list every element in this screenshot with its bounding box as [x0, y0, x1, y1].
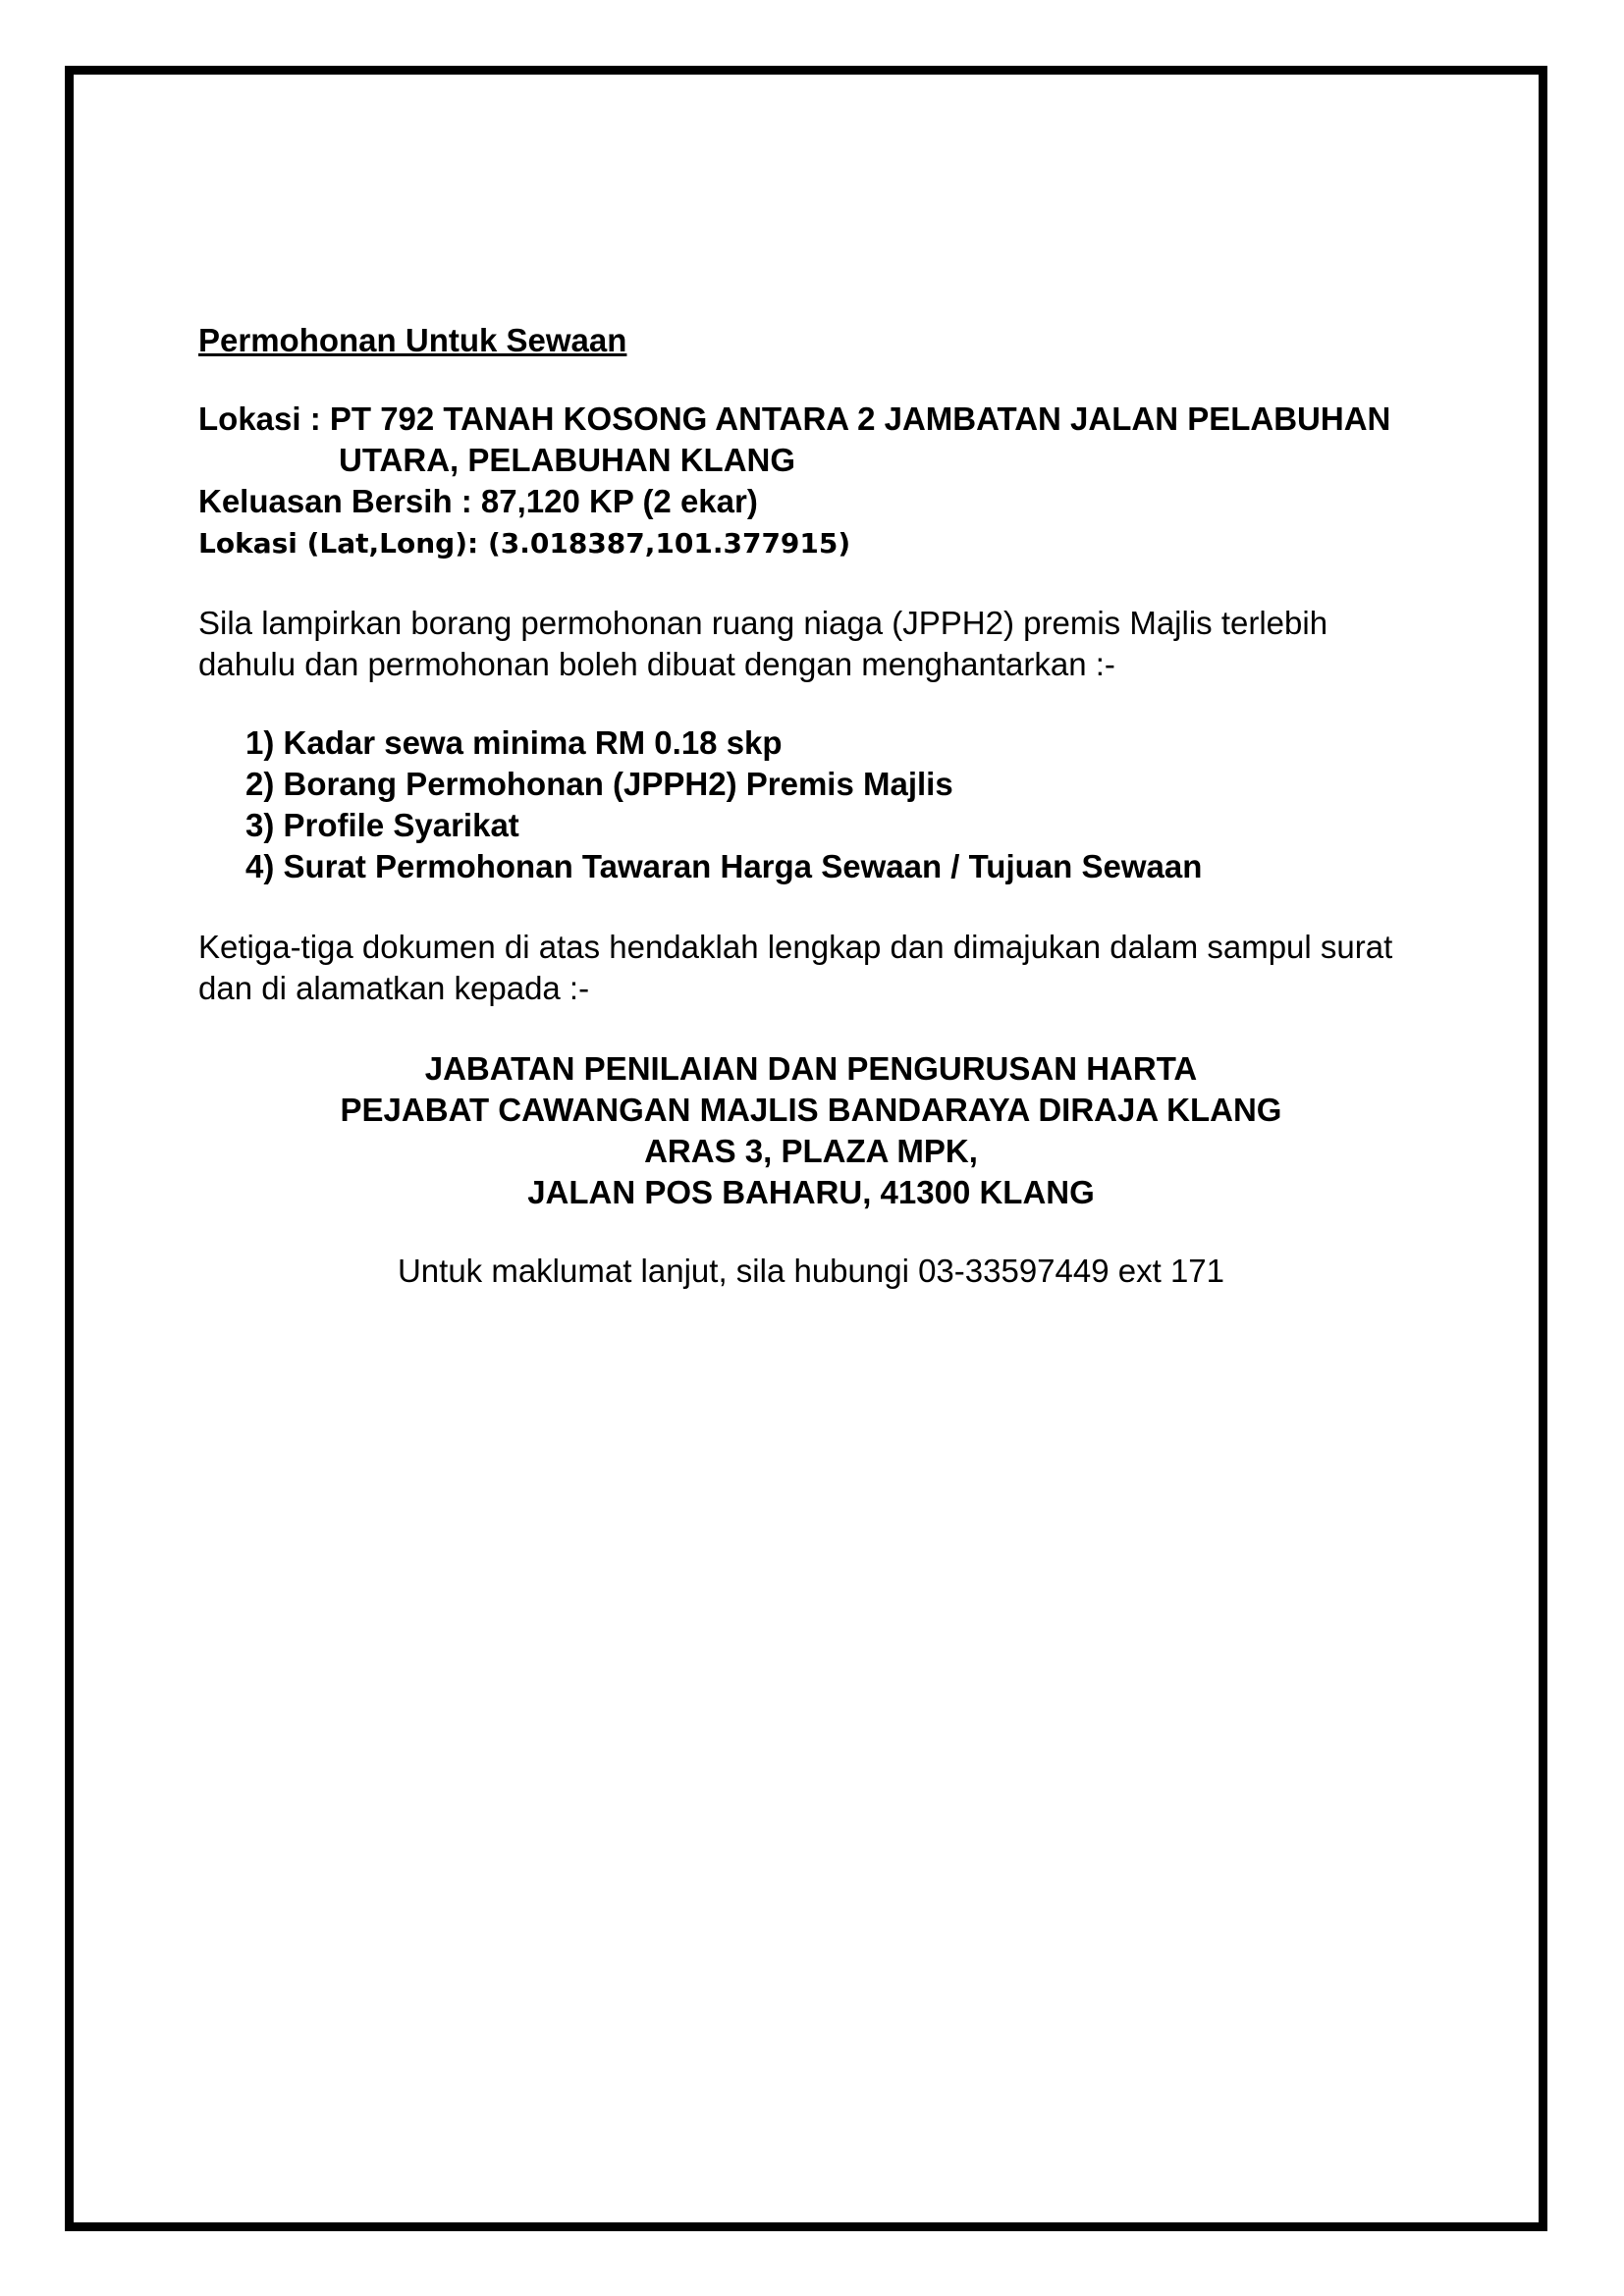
requirements-list	[198, 722, 1435, 887]
submission-paragraph-line-1: Ketiga-tiga dokumen di atas hendaklah lengkap dan dimajukan dalam sampul surat	[198, 929, 1393, 965]
address-line: PEJABAT CAWANGAN MAJLIS BANDARAYA DIRAJA KLANG	[340, 1092, 1282, 1128]
location-line-2: UTARA, PELABUHAN KLANG	[339, 442, 796, 478]
intro-paragraph	[198, 603, 1435, 685]
coordinates: Lokasi (Lat,Long): (3.018387,101.377915)	[198, 527, 851, 560]
list-item: 4) Surat Permohonan Tawaran Harga Sewaan / Tujuan Sewaan	[245, 848, 1203, 884]
location-block	[198, 399, 1435, 565]
intro-paragraph-line-1: Sila lampirkan borang permohonan ruang niaga (JPPH2) premis Majlis terlebih	[198, 605, 1328, 641]
intro-paragraph-line-2: dahulu dan permohonan boleh dibuat dengan menghantarkan :-	[198, 646, 1115, 682]
contact-info: Untuk maklumat lanjut, sila hubungi 03-33597449 ext 171	[397, 1253, 1225, 1289]
list-item: 3) Profile Syarikat	[245, 807, 519, 843]
location-line-1: Lokasi : PT 792 TANAH KOSONG ANTARA 2 JAMBATAN JALAN PELABUHAN	[198, 400, 1391, 437]
list-item: 2) Borang Permohonan (JPPH2) Premis Majlis	[245, 766, 953, 802]
document-title: Permohonan Untuk Sewaan	[198, 322, 627, 358]
list-item: 1) Kadar sewa minima RM 0.18 skp	[245, 724, 783, 761]
address-block	[198, 1048, 1424, 1213]
address-line: ARAS 3, PLAZA MPK,	[644, 1133, 978, 1169]
address-line: JALAN POS BAHARU, 41300 KLANG	[527, 1174, 1095, 1210]
net-area: Keluasan Bersih : 87,120 KP (2 ekar)	[198, 483, 758, 519]
document-body	[198, 320, 1435, 1324]
submission-paragraph	[198, 927, 1435, 1009]
address-line: JABATAN PENILAIAN DAN PENGURUSAN HARTA	[424, 1050, 1198, 1087]
submission-paragraph-line-2: dan di alamatkan kepada :-	[198, 970, 590, 1006]
